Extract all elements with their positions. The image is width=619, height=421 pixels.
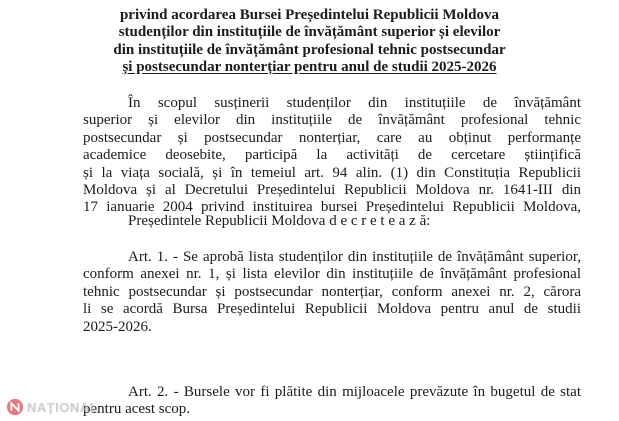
article-1-line: li se acordă Bursa Președintelui Republicii Moldova pentru anul de studii bbox=[83, 301, 581, 318]
article-1-line: conform anexei nr. 1, și lista elevilor din instituțiile de învățământ profesional bbox=[83, 266, 581, 283]
preamble-line: academice deosebite, participă la activități de cercetare științifică bbox=[83, 147, 581, 164]
title-line: și postsecundar nonterțiar pentru anul de studii 2025-2026 bbox=[122, 59, 497, 76]
title-line: privind acordarea Bursei Președintelui Republicii Moldova bbox=[119, 7, 500, 23]
watermark-text: NAȚIONAL bbox=[27, 399, 99, 415]
preamble-line: Moldova și al Decretului Președintelui Republicii Moldova nr. 1641-III din bbox=[83, 182, 581, 199]
document-title bbox=[0, 7, 619, 77]
preamble-line: și la viața socială, și în temeiul art. 94 alin. (1) din Constituția Republicii bbox=[83, 164, 581, 181]
preamble-line: superior și elevilor din instituțiile de învățământ profesional tehnic bbox=[83, 112, 581, 129]
preamble-paragraph bbox=[83, 95, 581, 217]
article-2-line: Art. 2. - Bursele vor fi plătite din mijloacele prevăzute în bugetul de stat bbox=[128, 384, 581, 400]
watermark bbox=[6, 398, 98, 416]
preamble-line: postsecundar și postsecundar nonterțiar, care au obținut performanțe bbox=[83, 129, 581, 146]
article-1 bbox=[83, 249, 581, 336]
preamble-line: În scopul susținerii studenților din instituțiile de învățământ bbox=[128, 95, 581, 111]
article-2 bbox=[83, 384, 581, 419]
article-1-line: tehnic postsecundar și postsecundar nonterțiar, conform anexei nr. 2, cărora bbox=[83, 283, 581, 300]
title-line: din instituțiile de învățământ profesional tehnic postsecundar bbox=[113, 41, 506, 58]
article-2-line: pentru acest scop. bbox=[83, 401, 191, 418]
national-logo-icon bbox=[6, 398, 24, 416]
decree-statement: Președintele Republicii Moldova d e c r e t e a z ă: bbox=[128, 213, 431, 229]
article-1-line: Art. 1. - Se aprobă lista studenților din instituțiile de învățământ superior, bbox=[128, 249, 581, 265]
title-line: studenților din instituțiile de învățământ superior și elevilor bbox=[118, 24, 501, 41]
article-1-line: 2025-2026. bbox=[83, 318, 152, 335]
preamble-line: 17 ianuarie 2004 privind instituirea bursei Președintelui Republicii Moldova, bbox=[83, 199, 581, 216]
